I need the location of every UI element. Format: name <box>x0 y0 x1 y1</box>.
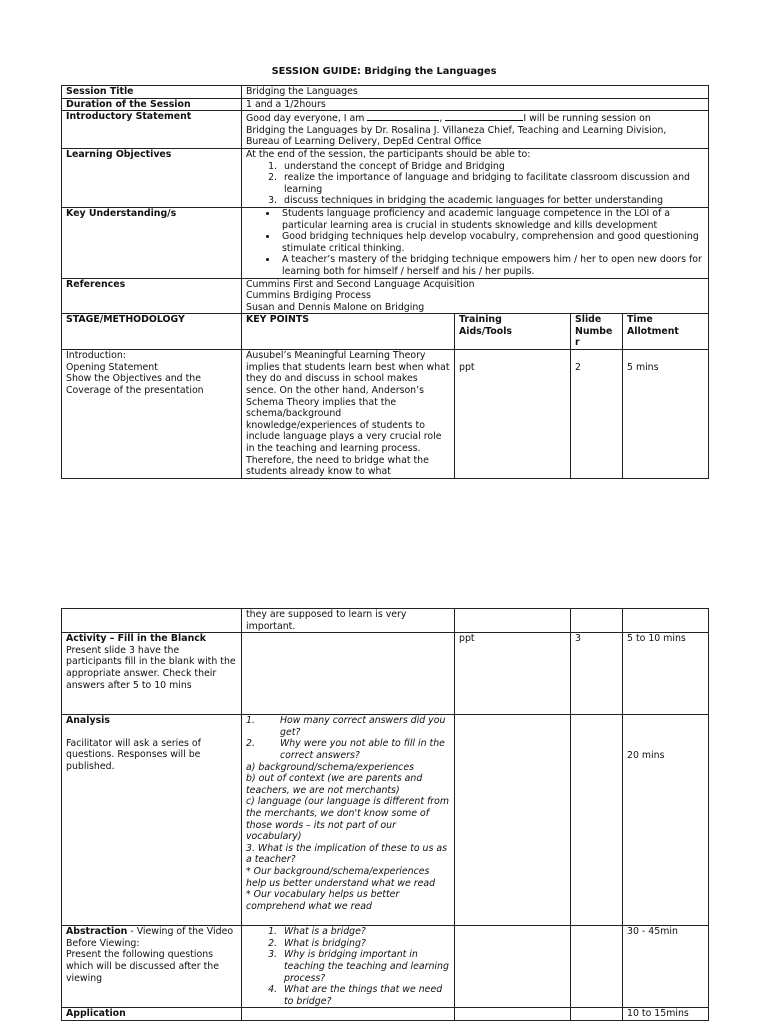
reference-item: Cummins Brdiging Process <box>246 290 371 302</box>
session-guide-table-continued <box>61 608 709 1021</box>
abstraction-question: 1. What is a bridge? <box>280 926 451 938</box>
objectives-row <box>62 148 709 207</box>
references-row <box>62 278 709 314</box>
session-title-value: Bridging the Languages <box>242 86 709 99</box>
analysis-line: a) background/schema/experiences <box>246 761 414 773</box>
analysis-time: 20 mins <box>623 715 709 926</box>
abstraction-time: 30 - 45min <box>623 926 709 1008</box>
key-understanding-item: • A teacher’s mastery of the bridging technique empowers him / her to open new doors for learning both for himself / herself and his / her pupils. <box>278 254 705 277</box>
abstraction-question-list <box>246 926 451 1007</box>
references-value <box>242 278 709 314</box>
objectives-intro: At the end of the session, the participants should be able to: <box>246 148 531 160</box>
duration-label: Duration of the Session <box>62 98 242 111</box>
analysis-row <box>62 715 709 926</box>
reference-item: Susan and Dennis Malone on Bridging <box>246 301 425 313</box>
position-blank <box>445 111 523 121</box>
objectives-label: Learning Objectives <box>62 148 242 207</box>
introduction-stage: Introduction: Opening Statement Show the Objectives and the Coverage of the presentation <box>62 350 242 479</box>
analysis-stage <box>62 715 242 926</box>
duration-value: 1 and a 1/2hours <box>242 98 709 111</box>
time-header: Time Allotment <box>623 314 709 350</box>
introduction-row <box>62 350 709 479</box>
activity-aids: ppt <box>455 633 571 715</box>
analysis-key-points <box>242 715 455 926</box>
introduction-time: 5 mins <box>623 350 709 479</box>
application-time: 10 to 15mins <box>623 1008 709 1021</box>
continuation-text: they are supposed to learn is very important. <box>242 609 455 633</box>
intro-statement-value <box>242 111 709 149</box>
session-guide-table <box>61 85 709 479</box>
aids-header: Training Aids/Tools <box>455 314 571 350</box>
abstraction-stage: Abstraction - Viewing of the Video Before Viewing: Present the following questions which will be discussed after the viewing <box>62 926 242 1008</box>
document-title: SESSION GUIDE: Bridging the Languages <box>271 66 497 77</box>
analysis-label: Analysis <box>66 715 110 727</box>
abstraction-question: 3. Why is bridging important in teaching the teaching and learning process? <box>280 949 451 984</box>
activity-label: Activity – Fill in the Blanck <box>66 633 207 645</box>
continuation-row <box>62 609 709 633</box>
intro-line-3: Bureau of Learning Delivery, DepEd Central Office <box>246 136 482 148</box>
objective-item: 1. understand the concept of Bridge and Bridging <box>280 161 705 173</box>
analysis-question: 2. Why were you not able to fill in the correct answers? <box>246 738 445 761</box>
key-points-header: KEY POINTS <box>242 314 455 350</box>
activity-stage <box>62 633 242 715</box>
intro-statement-label: Introductory Statement <box>62 111 242 149</box>
introduction-aids: ppt <box>455 350 571 479</box>
objective-item: 3. discuss techniques in bridging the academic languages for better understanding <box>280 195 705 207</box>
session-title-row <box>62 86 709 99</box>
activity-time: 5 to 10 mins <box>623 633 709 715</box>
key-understanding-row <box>62 207 709 278</box>
key-understanding-item: • Students language proficiency and academic language competence in the LOI of a particular learning area is crucial in students sknowledge and kills development <box>278 208 705 231</box>
objective-item: 2. realize the importance of language and bridging to facilitate classroom discussion and learning <box>280 172 705 195</box>
abstraction-question: 2. What is bridging? <box>280 938 451 950</box>
intro-statement-row <box>62 111 709 149</box>
intro-line-2: Bridging the Languages by Dr. Rosalina J. Villaneza Chief, Teaching and Learning Division, <box>246 124 667 136</box>
intro-line-1: Good day everyone, I am , I will be running session on <box>246 113 651 125</box>
activity-row <box>62 633 709 715</box>
objectives-list <box>246 161 705 207</box>
key-understanding-value <box>242 207 709 278</box>
abstraction-key-points <box>242 926 455 1008</box>
application-label: Application <box>62 1008 242 1021</box>
slide-header: Slide Numbe r <box>571 314 623 350</box>
analysis-line: 3. What is the implication of these to us as a teacher? <box>246 842 447 866</box>
reference-item: Cummins First and Second Language Acquisition <box>246 278 475 290</box>
references-label: References <box>62 278 242 314</box>
abstraction-heading: Abstraction - Viewing of the Video <box>66 926 234 938</box>
activity-text: Present slide 3 have the participants fill in the blank with the appropriate answer. Check their answers after 5 to 10 mins <box>66 644 236 691</box>
column-header-row <box>62 314 709 350</box>
activity-slide: 3 <box>571 633 623 715</box>
duration-row <box>62 98 709 111</box>
abstraction-row <box>62 926 709 1008</box>
stage-header: STAGE/METHODOLOGY <box>62 314 242 350</box>
introduction-key-points: Ausubel’s Meaningful Learning Theory implies that students learn best when what they do and discuss in school makes sence. On the other hand, Anderson’s Schema Theory implies that the schema/background knowledge/experiences of students to include language plays a very crucial role in the teaching and learning process. Therefore, the need to bridge what the students already know to what <box>242 350 455 479</box>
analysis-line: * Our vocabulary helps us better comprehend what we read <box>246 889 400 912</box>
key-understanding-list <box>246 208 705 278</box>
analysis-line: b) out of context (we are parents and teachers, we are not merchants) <box>246 773 423 796</box>
abstraction-question: 4. What are the things that we need to bridge? <box>280 984 451 1007</box>
analysis-question: 1. How many correct answers did you get? <box>246 715 446 738</box>
key-understanding-label: Key Understanding/s <box>62 207 242 278</box>
objectives-value <box>242 148 709 207</box>
application-row <box>62 1008 709 1021</box>
session-title-label: Session Title <box>62 86 242 99</box>
analysis-text: Facilitator will ask a series of questions. Responses will be published. <box>66 737 201 772</box>
analysis-line: * Our background/schema/experiences help us better understand what we read <box>246 865 436 889</box>
key-understanding-item: • Good bridging techniques help develop vocabulry, comprehension and good questioning stimulate critical thinking. <box>278 231 705 254</box>
analysis-line: c) language (our language is different from the merchants, we don't know some of those words – its not part of our vocabulary) <box>246 796 450 843</box>
name-blank <box>367 111 439 121</box>
introduction-slide: 2 <box>571 350 623 479</box>
